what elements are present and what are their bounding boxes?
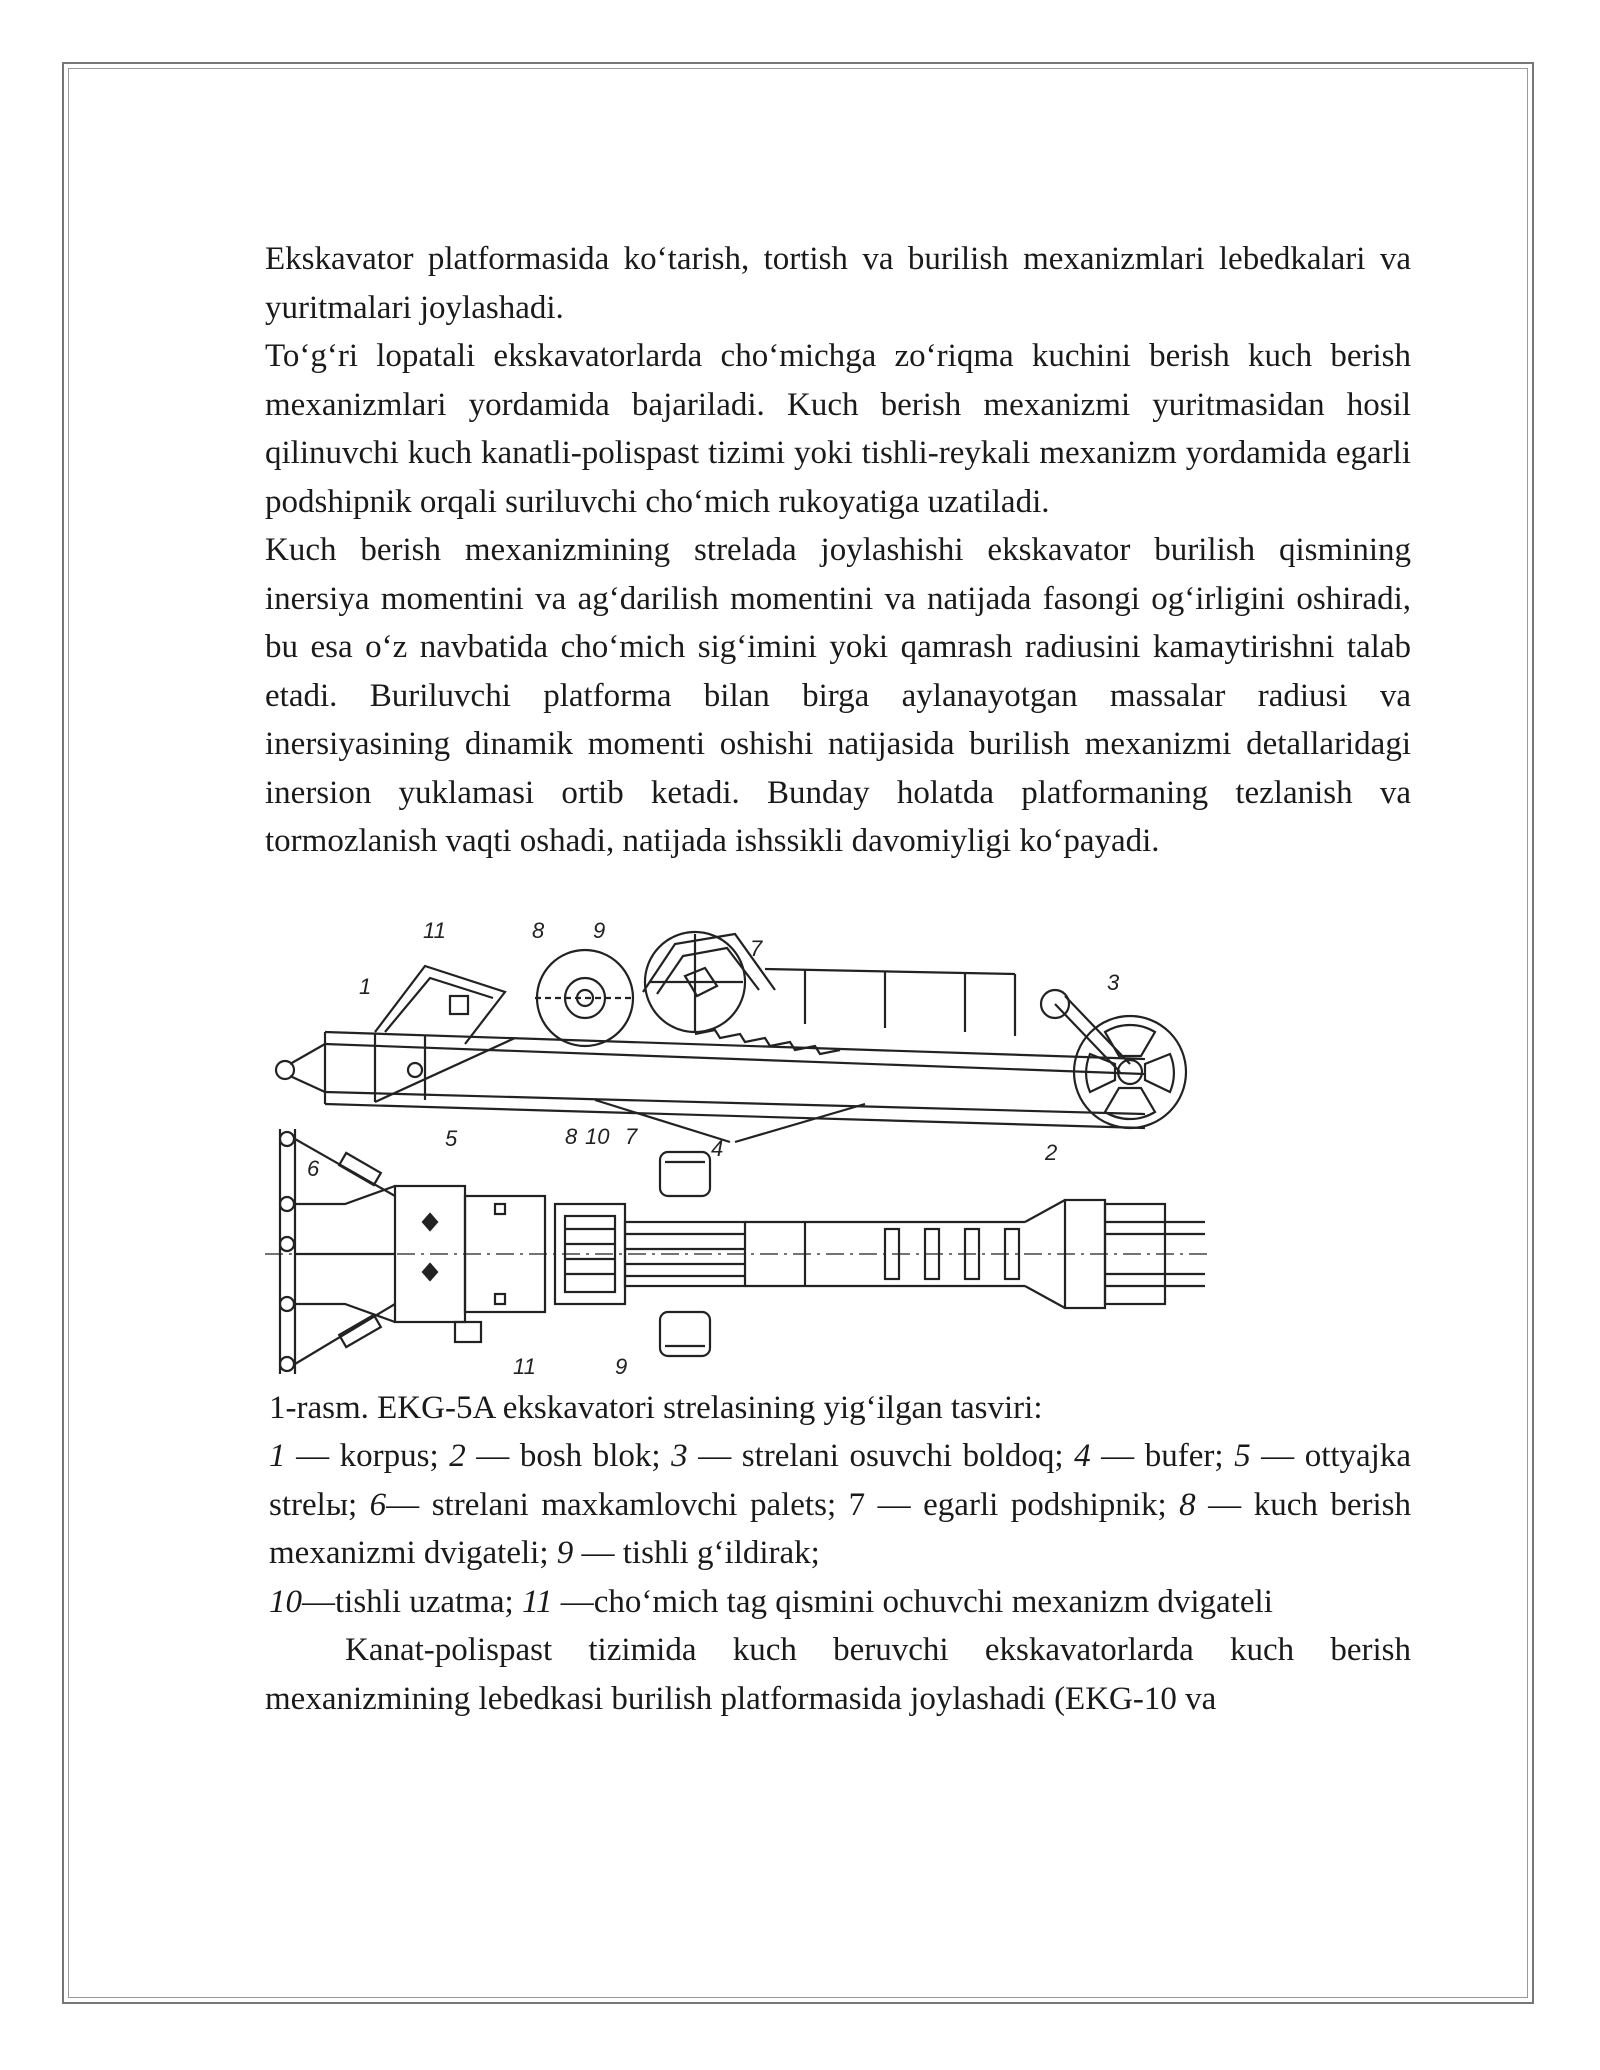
label-8-side: 8 bbox=[532, 917, 545, 943]
label-3: 3 bbox=[1107, 969, 1120, 995]
caption-text-3: — strelani osuvchi boldoq; bbox=[687, 1438, 1075, 1474]
caption-text-8: — kuch berish mexanizmi dvigateli; bbox=[269, 1486, 1411, 1571]
caption-num-4: 4 bbox=[1074, 1438, 1091, 1474]
excavator-boom-figure bbox=[265, 904, 1225, 1384]
caption-num-6: 6 bbox=[369, 1486, 387, 1523]
caption-num-10: 10 bbox=[269, 1583, 302, 1620]
caption-text-6: — strelani maxkamlovchi palets; bbox=[386, 1486, 849, 1523]
paragraph-1: Ekskavator platformasida ko‘tarish, tortish va burilish mexanizmlari lebedkalari va yuritmalari joylashadi. bbox=[265, 241, 1411, 326]
label-6: 6 bbox=[307, 1155, 320, 1181]
label-7-plan: 7 bbox=[625, 1123, 638, 1149]
caption-num-8: 8 bbox=[1179, 1486, 1196, 1523]
label-9-plan: 9 bbox=[615, 1353, 628, 1379]
caption-text-7: 7 — egarli podshipnik; bbox=[848, 1486, 1180, 1523]
label-2: 2 bbox=[1045, 1139, 1058, 1165]
label-5: 5 bbox=[445, 1125, 458, 1151]
caption-text-9: — tishli g‘ildirak; bbox=[573, 1535, 820, 1571]
caption-num-9: 9 bbox=[556, 1535, 574, 1571]
label-7-side: 7 bbox=[750, 935, 763, 961]
paragraph-2: To‘g‘ri lopatali ekskavatorlarda cho‘michga zo‘riqma kuchini berish kuch berish mexanizmlari yordamida bajariladi. Kuch berish mexanizmi yuritmasidan hosil qilinuvchi kuch kanatli-polispast tizimi yoki tishli-reykali mexanizm yordamida egarli podshipnik orqali suriluvchi cho‘mich rukoyatiga uzatiladi. bbox=[265, 338, 1411, 520]
caption-num-5: 5 bbox=[1234, 1438, 1251, 1474]
caption-text-2: — bosh blok; bbox=[465, 1438, 672, 1474]
caption-text-4: — bufer; bbox=[1090, 1438, 1235, 1474]
caption-num-11: 11 bbox=[521, 1583, 553, 1620]
figure-caption bbox=[265, 1384, 1411, 1627]
label-4: 4 bbox=[711, 1135, 724, 1161]
caption-title: 1-rasm. EKG-5A ekskavatori strelasining yig‘ilgan tasviri: bbox=[269, 1389, 1043, 1426]
label-11-side: 11 bbox=[423, 917, 446, 943]
label-1: 1 bbox=[359, 973, 372, 999]
caption-text-5: — ottyajka strelы; bbox=[269, 1438, 1411, 1523]
label-11-plan: 11 bbox=[513, 1353, 536, 1379]
caption-text-1: — korpus; bbox=[285, 1438, 450, 1474]
page-content bbox=[265, 235, 1411, 1723]
caption-num-3: 3 bbox=[671, 1438, 688, 1474]
label-9-side: 9 bbox=[593, 917, 606, 943]
caption-text-10: —tishli uzatma; bbox=[302, 1583, 522, 1620]
caption-num-1: 1 bbox=[269, 1438, 286, 1474]
caption-num-2: 2 bbox=[449, 1438, 466, 1474]
boom-drawing bbox=[265, 904, 1225, 1384]
final-paragraph: Kanat-polispast tizimida kuch beruvchi ekskavatorlarda kuch berish mexanizmining lebedkasi burilish platformasida joylashadi (EKG-10 va bbox=[265, 1632, 1411, 1717]
label-10: 10 bbox=[585, 1123, 610, 1149]
caption-text-11: —cho‘mich tag qismini ochuvchi mexanizm dvigateli bbox=[552, 1583, 1273, 1620]
paragraph-3: Kuch berish mexanizmining strelada joylashishi ekskavator burilish qismining inersiya momentini va ag‘darilish momentini va natijada fasongi og‘irligini oshiradi, bu esa o‘z navbatida cho‘mich sig‘imini yoki qamrash radiusini kamaytirishni talab etadi. Buriluvchi platforma bilan birga aylanayotgan massalar radiusi va inersiyasining dinamik momenti oshishi natijasida burilish mexanizmi detallaridagi inersion yuklamasi ortib ketadi. Bunday holatda platformaning tezlanish va tormozlanish vaqti oshadi, natijada ishssikli davomiyligi ko‘payadi. bbox=[265, 532, 1411, 859]
label-8-plan: 8 bbox=[565, 1123, 578, 1149]
